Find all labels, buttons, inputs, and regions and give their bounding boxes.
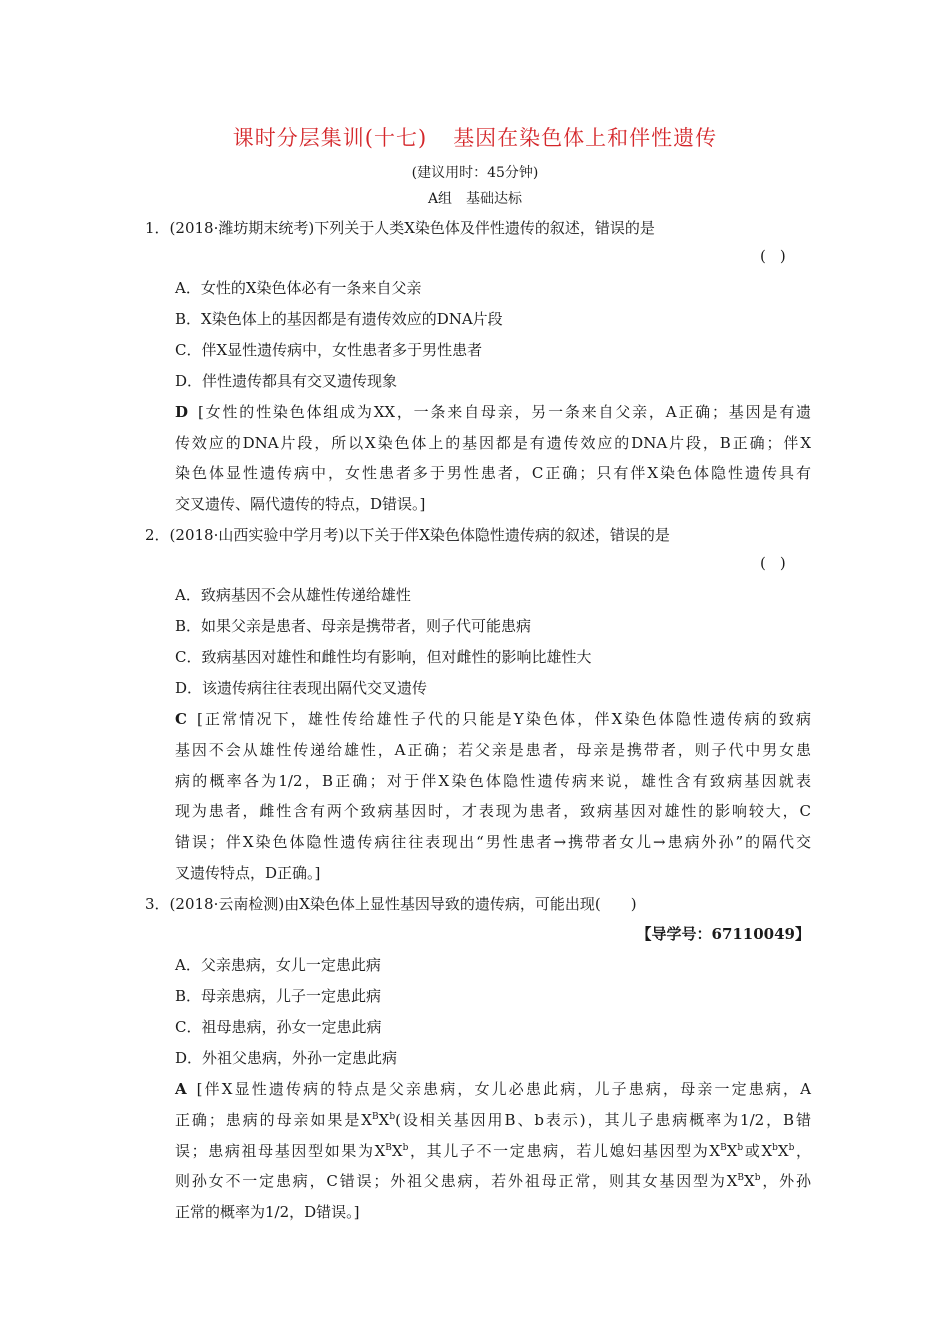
q3-explanation-line: 正常的概率为1/2，D错误。] [175, 1203, 360, 1221]
q1-explanation-line: 传效应的DNA片段，所以X染色体上的基因都是有遗传效应的DNA片段，B正确；伴X [175, 434, 811, 452]
q2-explanation-line: 现为患者，雌性含有两个致病基因时，才表现为患者，致病基因对雄性的影响较大，C [175, 802, 811, 820]
q2-explanation-line: C [正常情况下，雄性传给雄性子代的只能是Y染色体，伴X染色体隐性遗传病的致病 [175, 710, 811, 728]
q1-answer: D [175, 403, 189, 421]
q2-answer: C [175, 710, 187, 728]
q3-option-a: A．父亲患病，女儿一定患此病 [175, 956, 381, 974]
suggested-time: (建议用时：45分钟) [411, 165, 539, 181]
q2-explanation-line: 病的概率各为1/2，B正确；对于伴X染色体隐性遗传病来说，雄性含有致病基因就表 [175, 772, 811, 790]
q1-option-d: D．伴性遗传都具有交叉遗传现象 [175, 372, 398, 390]
guide-number: 【导学号：67110049】 [636, 925, 810, 943]
q3-answer: A [175, 1080, 187, 1098]
q2-option-a: A．致病基因不会从雄性传递给雄性 [175, 586, 411, 604]
question-3-stem: 3．(2018·云南检测)由X染色体上显性基因导致的遗传病，可能出现( ) [145, 895, 637, 913]
q3-option-c: C．祖母患病，孙女一定患此病 [175, 1018, 382, 1036]
q1-explanation-line: 交叉遗传、隔代遗传的特点，D错误。] [175, 495, 426, 513]
page-title [0, 122, 950, 152]
title-series: 课时分层集训(十七) [232, 126, 428, 150]
q1-explanation-line: 染色体显性遗传病中，女性患者多于男性患者，C正确；只有伴X染色体隐性遗传具有 [175, 464, 811, 482]
q1-option-c: C．伴X显性遗传病中，女性患者多于男性患者 [175, 341, 483, 359]
q2-explanation-line: 基因不会从雄性传递给雄性，A正确；若父亲是患者，母亲是携带者，则子代中男女患 [175, 741, 811, 759]
q2-option-b: B．如果父亲是患者、母亲是携带者，则子代可能患病 [175, 617, 532, 635]
group-heading: A组 基础达标 [427, 191, 523, 207]
q2-explanation-line: 叉遗传特点，D正确。] [175, 864, 321, 882]
q2-option-c: C．致病基因对雄性和雌性均有影响，但对雌性的影响比雄性大 [175, 648, 592, 666]
q2-option-d: D．该遗传病往往表现出隔代交叉遗传 [175, 679, 428, 697]
q3-explanation-line: A [伴X显性遗传病的特点是父亲患病，女儿必患此病，儿子患病，母亲一定患病，A [175, 1080, 811, 1098]
answer-paren-1: () [760, 247, 800, 265]
q1-option-a: A．女性的X染色体必有一条来自父亲 [175, 279, 422, 297]
q3-explanation-line: 误；患病祖母基因型如果为$X^BX^b$，其儿子不一定患病，若儿媳妇基因型为$X^BX^b$或$X^bX^b$， [175, 1142, 811, 1160]
question-2-stem: 2．(2018·山西实验中学月考)以下关于伴X染色体隐性遗传病的叙述，错误的是 [145, 526, 670, 544]
answer-paren-2: () [760, 554, 800, 572]
question-1-stem: 1．(2018·潍坊期末统考)下列关于人类X染色体及伴性遗传的叙述，错误的是 [145, 219, 655, 237]
q3-option-d: D．外祖父患病，外孙一定患此病 [175, 1049, 398, 1067]
q3-option-b: B．母亲患病，儿子一定患此病 [175, 987, 382, 1005]
title-topic: 基因在染色体上和伴性遗传 [453, 126, 718, 150]
q1-option-b: B．X染色体上的基因都是有遗传效应的DNA片段 [175, 310, 503, 328]
q3-explanation-line: 正确；患病的母亲如果是$X^BX^b$(设相关基因用B、b表示)，其儿子患病概率为1/2，B错 [175, 1111, 811, 1129]
q1-explanation-line: D [女性的性染色体组成为XX，一条来自母亲，另一条来自父亲，A正确；基因是有遗 [175, 403, 811, 421]
q3-explanation-line: 则孙女不一定患病，C错误；外祖父患病，若外祖母正常，则其女基因型为$X^BX^b$，外孙 [175, 1172, 811, 1190]
q2-explanation-line: 错误；伴X染色体隐性遗传病往往表现出“男性患者→携带者女儿→患病外孙”的隔代交 [175, 833, 811, 851]
